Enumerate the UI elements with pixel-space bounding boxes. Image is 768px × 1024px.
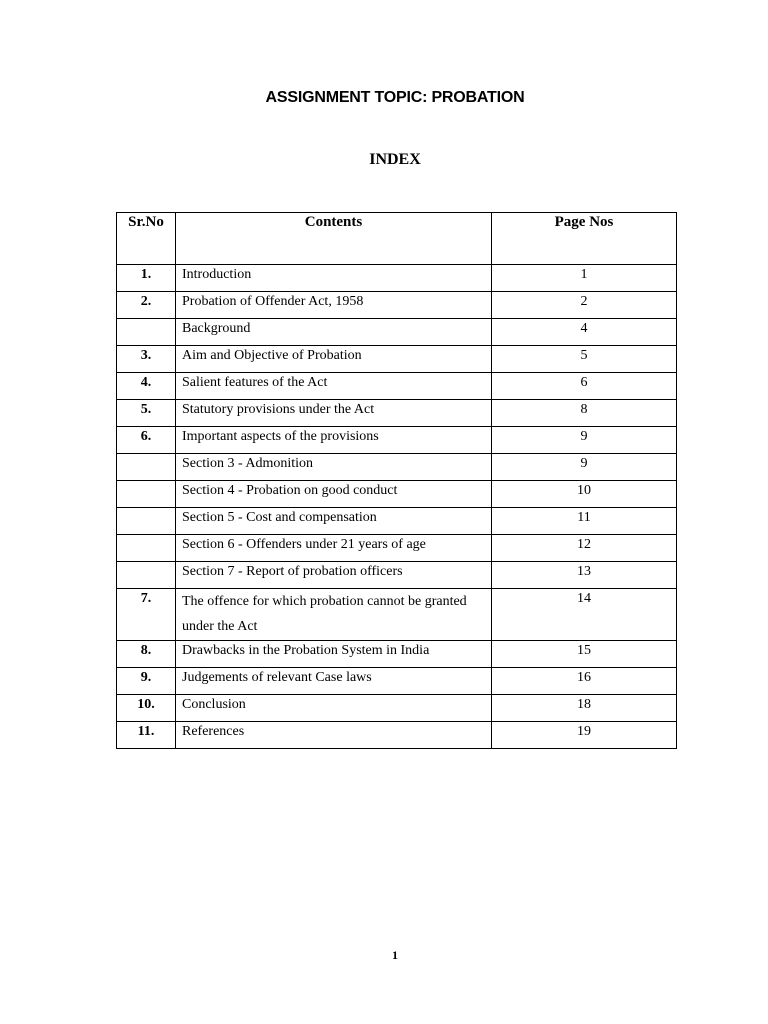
row-page-no: 14 bbox=[492, 589, 677, 641]
row-page-no: 15 bbox=[492, 641, 677, 668]
row-content: Section 7 - Report of probation officers bbox=[176, 562, 492, 589]
table-header-row bbox=[117, 213, 677, 265]
table-row bbox=[117, 722, 677, 749]
row-sr-no: 11. bbox=[117, 722, 176, 749]
header-contents: Contents bbox=[176, 213, 492, 265]
row-page-no: 4 bbox=[492, 319, 677, 346]
row-content: Salient features of the Act bbox=[176, 373, 492, 400]
row-page-no: 18 bbox=[492, 695, 677, 722]
table-row bbox=[117, 508, 677, 535]
table-row bbox=[117, 454, 677, 481]
row-page-no: 5 bbox=[492, 346, 677, 373]
row-content: References bbox=[176, 722, 492, 749]
row-page-no: 1 bbox=[492, 265, 677, 292]
index-heading: INDEX bbox=[369, 151, 421, 168]
row-sr-no: 8. bbox=[117, 641, 176, 668]
row-page-no: 11 bbox=[492, 508, 677, 535]
row-sr-no bbox=[117, 562, 176, 589]
row-page-no: 9 bbox=[492, 427, 677, 454]
header-sr-no: Sr.No bbox=[117, 213, 176, 265]
row-sr-no bbox=[117, 454, 176, 481]
table-row bbox=[117, 373, 677, 400]
table-row bbox=[117, 695, 677, 722]
row-sr-no: 4. bbox=[117, 373, 176, 400]
row-content: Important aspects of the provisions bbox=[176, 427, 492, 454]
row-page-no: 12 bbox=[492, 535, 677, 562]
table-row bbox=[117, 265, 677, 292]
row-sr-no bbox=[117, 535, 176, 562]
row-sr-no: 10. bbox=[117, 695, 176, 722]
table-row bbox=[117, 481, 677, 508]
row-content: Background bbox=[176, 319, 492, 346]
row-sr-no: 2. bbox=[117, 292, 176, 319]
row-content: Probation of Offender Act, 1958 bbox=[176, 292, 492, 319]
row-sr-no bbox=[117, 319, 176, 346]
table-row bbox=[117, 589, 677, 641]
row-sr-no: 9. bbox=[117, 668, 176, 695]
table-row bbox=[117, 292, 677, 319]
document-title: ASSIGNMENT TOPIC: PROBATION bbox=[265, 89, 525, 106]
row-page-no: 19 bbox=[492, 722, 677, 749]
row-sr-no: 1. bbox=[117, 265, 176, 292]
row-content: Section 3 - Admonition bbox=[176, 454, 492, 481]
table-row bbox=[117, 400, 677, 427]
row-content: Conclusion bbox=[176, 695, 492, 722]
table-row bbox=[117, 535, 677, 562]
row-sr-no bbox=[117, 508, 176, 535]
row-sr-no: 3. bbox=[117, 346, 176, 373]
table-row bbox=[117, 668, 677, 695]
row-sr-no: 6. bbox=[117, 427, 176, 454]
row-page-no: 9 bbox=[492, 454, 677, 481]
row-page-no: 16 bbox=[492, 668, 677, 695]
index-table bbox=[116, 212, 677, 749]
header-page-nos: Page Nos bbox=[492, 213, 677, 265]
row-content: Section 4 - Probation on good conduct bbox=[176, 481, 492, 508]
row-content: Drawbacks in the Probation System in India bbox=[176, 641, 492, 668]
table-row bbox=[117, 319, 677, 346]
row-content: The offence for which probation cannot be granted under the Act bbox=[176, 589, 492, 641]
row-page-no: 13 bbox=[492, 562, 677, 589]
row-content: Judgements of relevant Case laws bbox=[176, 668, 492, 695]
table-row bbox=[117, 427, 677, 454]
row-sr-no bbox=[117, 481, 176, 508]
table-row bbox=[117, 562, 677, 589]
row-content: Statutory provisions under the Act bbox=[176, 400, 492, 427]
row-content: Aim and Objective of Probation bbox=[176, 346, 492, 373]
row-content: Section 5 - Cost and compensation bbox=[176, 508, 492, 535]
row-page-no: 2 bbox=[492, 292, 677, 319]
page-number: 1 bbox=[392, 948, 398, 962]
row-sr-no: 7. bbox=[117, 589, 176, 641]
row-sr-no: 5. bbox=[117, 400, 176, 427]
table-row bbox=[117, 346, 677, 373]
row-page-no: 6 bbox=[492, 373, 677, 400]
row-content: Introduction bbox=[176, 265, 492, 292]
row-page-no: 10 bbox=[492, 481, 677, 508]
row-page-no: 8 bbox=[492, 400, 677, 427]
table-row bbox=[117, 641, 677, 668]
row-content: Section 6 - Offenders under 21 years of age bbox=[176, 535, 492, 562]
